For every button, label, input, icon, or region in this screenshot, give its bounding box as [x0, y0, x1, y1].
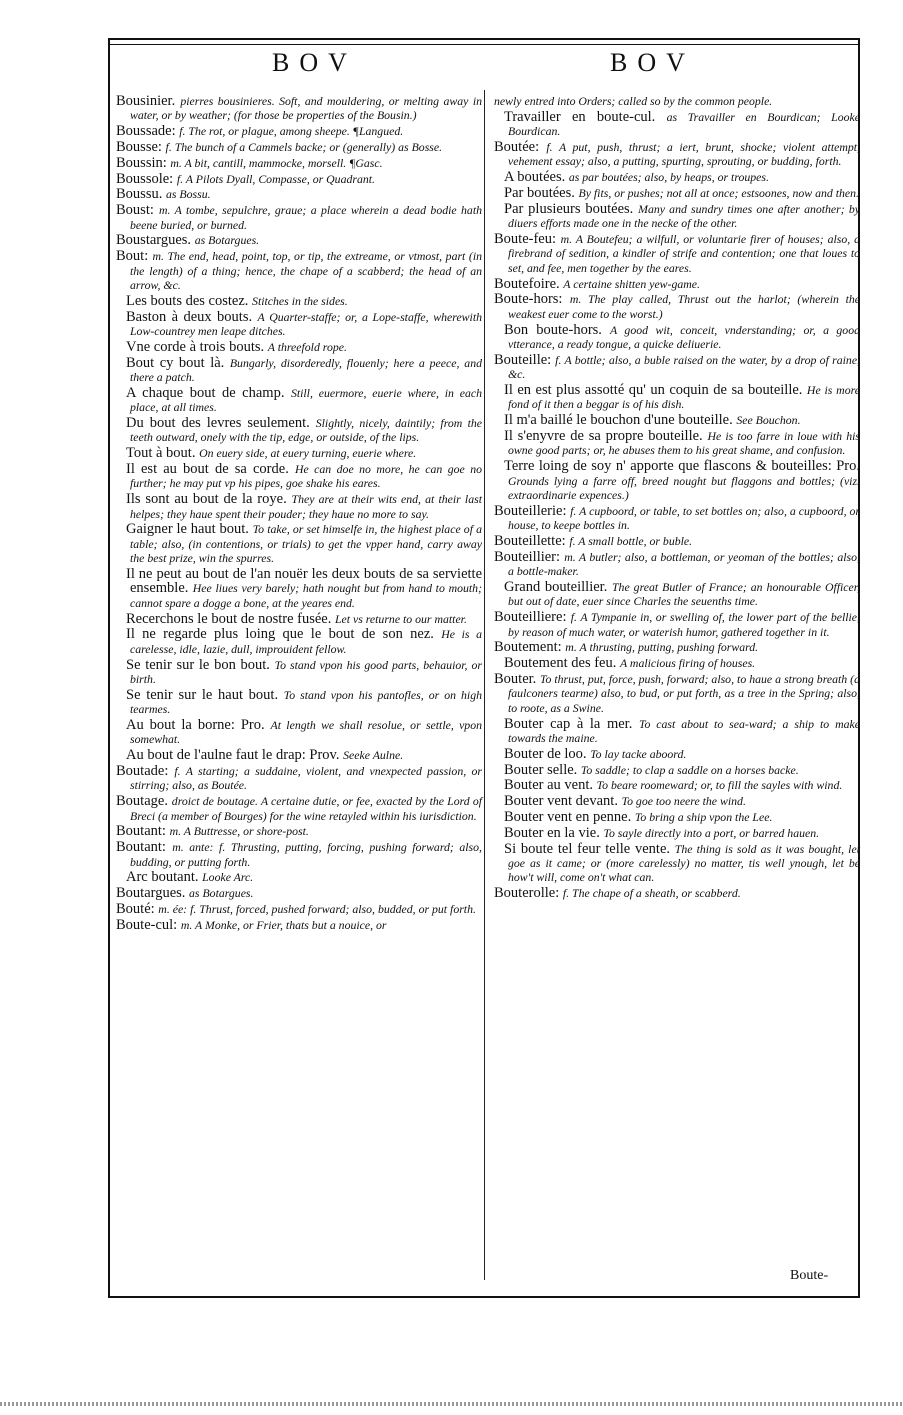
entry-definition: He is a carelesse, idle, lazie, dull, improuident fellow. [130, 627, 483, 656]
entry-headword: Boussade: [116, 123, 180, 140]
dictionary-entry [494, 292, 860, 321]
entry-definition: To sayle directly into a port, or barred hauen. [603, 825, 820, 840]
entry-definition: f. The chape of a sheath, or scabberd. [562, 886, 741, 901]
entry-headword: A chaque bout de champ. [126, 384, 291, 401]
entry-definition: To lay tacke aboord. [590, 746, 687, 761]
entry-definition: Stitches in the sides. [252, 293, 348, 308]
entry-definition: m. A Boutefeu; a wilfull, or voluntarie firer of houses; also, a firebrand of sedition, a kindler of strife and contention; one that loues to set, and fee, men together by the eares. [508, 232, 861, 275]
entry-definition: m. A butler; also, a bottleman, or yeoman of the bottles; also, a bottle-maker. [508, 549, 860, 579]
dictionary-entry [494, 610, 860, 639]
entry-headword: Boutefoire. [494, 275, 564, 292]
dictionary-entry [494, 763, 860, 777]
entry-headword: Bousse: [116, 139, 166, 155]
entry-definition: The thing is sold as it was bought, let goe as it came; or (more carelessly) no matter, tis well ynough, let be how't will, come on't what can. [508, 841, 860, 885]
entry-definition: A malicious firing of houses. [619, 656, 756, 671]
dictionary-entry [494, 656, 860, 670]
entry-headword: Bout cy bout là. [126, 354, 230, 371]
entry-headword: Bouter vent en penne. [504, 809, 635, 826]
entry-definition: pierres bousinieres. Soft, and mouldering, or melting away in water, or by weather; (for those be properties of the Bousin.) [130, 94, 482, 123]
entry-definition: A certaine shitten yew-game. [563, 276, 700, 291]
entry-definition: f. The rot, or plague, among sheepe. ¶Langued. [179, 124, 404, 139]
entry-definition: They are at their wits end, at their last helpes; they haue spent their pouder; they haue no more to say. [130, 492, 482, 521]
dictionary-entry [116, 612, 482, 626]
entry-headword: Bouterolle: [494, 885, 563, 902]
entry-definition: as Travailler en Bourdican; Looke Bourdican. [508, 109, 860, 139]
dictionary-entry [116, 688, 482, 717]
entry-headword: Boutant: [116, 823, 170, 840]
entry-headword: Se tenir sur le bon bout. [126, 656, 275, 673]
entry-definition: f. A Pilots Dyall, Compasse, or Quadrant. [176, 171, 375, 186]
entry-definition: newly entred into Orders; called so by the common people. [494, 94, 773, 108]
entry-headword: Boustargues. [116, 232, 195, 249]
entry-definition: He is too farre in loue with his owne good parts; or, he abuses them to his great shame, and confusion. [508, 429, 860, 458]
running-head-left: BOV [272, 48, 357, 77]
entry-definition: Grounds lying a farre off, breed nought but flaggons and bottles; (viz. extraordinarie expences.) [508, 473, 860, 503]
entry-definition: f. A small bottle, or buble. [569, 534, 693, 549]
entry-definition: m. A thrusting, putting, pushing forward. [565, 640, 759, 655]
entry-definition: See Bouchon. [736, 413, 801, 428]
dictionary-entry [494, 140, 860, 169]
entry-headword: Bouteillerie: [494, 502, 571, 519]
entry-headword: Bouter au vent. [504, 777, 597, 794]
entry-definition: Many and sundry times one after another; by diuers efforts made one in the necke of the other. [508, 201, 860, 231]
entry-definition: To saddle; to clap a saddle on a horses backe. [580, 762, 799, 777]
dictionary-entry [116, 567, 482, 610]
dictionary-entry [116, 870, 482, 884]
dictionary-entry [116, 156, 482, 170]
entry-headword: Boust: [116, 202, 159, 219]
dictionary-entry [494, 747, 860, 761]
dictionary-entry [494, 842, 860, 885]
entry-headword: A boutées. [504, 169, 569, 186]
entry-headword: Bout: [116, 248, 153, 265]
entry-definition: A good wit, conceit, vnderstanding; or, a good vtterance, a ready tongue, a quicke deliuerie. [508, 322, 860, 352]
entry-headword: Gaigner le haut bout. [126, 521, 253, 538]
entry-headword: Bouter. [494, 671, 540, 688]
entry-headword: Recerchons le bout de nostre fusée. [126, 610, 335, 627]
entry-definition: m. The end, head, point, top, or tip, the extreame, or vtmost, part (in the length) of a thing; hence, the chape of a scabberd; the head of an arrow, &c. [130, 249, 482, 292]
dictionary-entry [494, 383, 860, 412]
entry-definition: On euery side, at euery turning, euerie where. [199, 446, 417, 461]
dictionary-entry [494, 826, 860, 840]
dictionary-entry [494, 353, 860, 382]
entry-headword: Boussin: [116, 154, 171, 171]
dictionary-entry [494, 504, 860, 533]
dictionary-entry [116, 492, 482, 521]
entry-definition: The great Butler of France; an honourable Officer, but out of date, euer since Charles the seuenths time. [508, 580, 860, 609]
dictionary-entry [494, 277, 860, 291]
entry-definition: Bungarly, disorderedly, flouenly; here a peece, and there a patch. [130, 355, 482, 384]
dictionary-entry [116, 794, 482, 823]
dictionary-entry [116, 764, 482, 793]
dictionary-entry [494, 534, 860, 548]
entry-definition: as par boutées; also, by heaps, or troupes. [568, 170, 769, 185]
dictionary-entry [116, 824, 482, 838]
entry-definition: Slightly, nicely, daintily; from the teeth outward, onely with the tip, edge, or outside, of the lips. [130, 416, 482, 445]
dictionary-entry [494, 232, 860, 275]
dictionary-entry [116, 203, 482, 232]
dictionary-entry [116, 233, 482, 247]
entry-definition: To beare roomeward; or, to fill the sayles with wind. [596, 778, 843, 793]
entry-definition: A Quarter-staffe; or, a Lope-staffe, wherewith Low-countrey men leape ditches. [130, 309, 483, 338]
entry-definition: m. A tombe, sepulchre, graue; a place wherein a dead bodie hath beene buried, or burned. [130, 203, 482, 232]
dictionary-entry [116, 386, 482, 415]
entry-headword: Il en est plus assotté qu' un coquin de sa bouteille. [504, 382, 807, 399]
entry-headword: Bouté: [116, 901, 159, 918]
dictionary-entry [494, 550, 860, 579]
entry-definition: Still, euermore, euerie where, in each place, at all times. [130, 385, 482, 415]
entry-headword: Bouteilliere: [494, 609, 571, 626]
entry-headword: Boute-cul: [116, 916, 181, 933]
entry-headword: Se tenir sur le haut bout. [126, 686, 284, 703]
entry-headword: Par boutées. [504, 185, 579, 201]
scan-edge [0, 1402, 903, 1406]
dictionary-entry [116, 918, 482, 932]
entry-headword: Il m'a baillé le bouchon d'une bouteille. [504, 412, 737, 429]
entry-definition: Seeke Aulne. [343, 748, 404, 763]
entry-definition: f. A put, push, thrust; a iert, brunt, shocke; violent attempt, vehement essay; also, a putting, spurting, sprouting, or budding, forth. [508, 140, 860, 169]
entry-headword: Boute-feu: [494, 231, 561, 247]
dictionary-entry [116, 462, 482, 491]
dictionary-entry [116, 416, 482, 445]
entry-definition: By fits, or pushes; not all at once; estsoones, now and then. [578, 186, 859, 200]
dictionary-entry [494, 323, 860, 352]
entry-definition: A threefold rope. [267, 339, 347, 354]
entry-definition: m. A bit, cantill, mammocke, morsell. ¶Gasc. [170, 155, 383, 170]
entry-headword: Boute-hors: [494, 291, 570, 308]
entry-headword: Bouteille: [494, 351, 556, 368]
entry-headword: Grand bouteillier. [504, 579, 612, 596]
entry-headword: Bouter cap à la mer. [504, 715, 639, 732]
entry-definition: Let vs returne to our matter. [334, 611, 467, 626]
column-divider [484, 90, 485, 1280]
entry-definition: f. A bottle; also, a buble raised on the water, by a drop of raine, &c. [508, 352, 861, 382]
entry-headword: Travailler en boute-cul. [504, 108, 667, 125]
dictionary-entry [494, 110, 860, 139]
entry-definition: To thrust, put, force, push, forward; also, to haue a strong breath (a faulconers tearme) also, to bud, or put forth, as a tree in the Spring; also, to roote, as a Swine. [508, 672, 860, 715]
entry-headword: Tout à bout. [126, 445, 200, 462]
entry-headword: Arc boutant. [126, 869, 203, 886]
entry-headword: Bouter selle. [504, 761, 581, 778]
entry-headword: Il ne peut au bout de l'an nouër les deux bouts de sa serviette ensemble. [126, 566, 482, 597]
entry-headword: Du bout des levres seulement. [126, 415, 316, 431]
dictionary-entry [116, 310, 482, 339]
catchword: Boute- [790, 1268, 829, 1283]
dictionary-entry [116, 902, 482, 916]
entry-definition: He is more fond of it then a beggar is of his dish. [508, 383, 860, 412]
dictionary-entry [494, 580, 860, 609]
entry-headword: Bouteillier: [494, 548, 565, 565]
entry-definition: m. ante: f. Thrusting, putting, forcing, pushing forward; also, budding, or putting forth. [130, 840, 482, 869]
dictionary-entry [494, 717, 860, 746]
entry-headword: Bon boute-hors. [504, 321, 611, 338]
entry-definition: as Botargues. [189, 886, 254, 901]
entry-definition: To stand vpon his pantofles, or on high tearmes. [130, 687, 482, 717]
entry-definition: f. A cupboord, or table, to set bottles on; also, a cupboord, or house, to keepe bottles in. [508, 503, 860, 533]
entry-headword: Au bout la borne: Pro. [126, 717, 271, 734]
entry-definition: f. A Tympanie in, or swelling of, the lower part of the bellie, by reason of much water, or waterish humor, gathered together in it. [508, 610, 860, 639]
dictionary-entry [494, 202, 860, 231]
entry-headword: Boutée: [494, 139, 547, 155]
entry-definition: He can doe no more, he can goe no further; he may put vp his pipes, goe shake his eares. [130, 462, 482, 491]
entry-headword: Boutargues. [116, 885, 190, 902]
entry-definition: To goe too neere the wind. [621, 794, 746, 809]
entry-headword: Bouteillette: [494, 533, 570, 550]
dictionary-entry [116, 140, 482, 154]
entry-headword: Baston à deux bouts. [126, 308, 258, 325]
dictionary-entry [116, 172, 482, 186]
entry-headword: Il s'enyvre de sa propre bouteille. [504, 428, 708, 445]
dictionary-entry [494, 459, 860, 502]
entry-definition: m. The play called, Thrust out the harlot; (wherein the weakest euer come to the worst.) [508, 292, 860, 321]
dictionary-entry [494, 413, 860, 427]
dictionary-entry [494, 429, 860, 458]
left-column [116, 94, 482, 934]
dictionary-entry [116, 718, 482, 747]
running-head-right: BOV [610, 48, 695, 77]
entry-headword: Boutage. [116, 793, 172, 810]
entry-headword: Boussu. [116, 186, 166, 203]
entry-headword: Il ne regarde plus loing que le bout de son nez. [126, 626, 442, 643]
entry-headword: Boutement: [494, 639, 566, 656]
entry-definition: f. The bunch of a Cammels backe; or (generally) as Bosse. [165, 140, 443, 154]
entry-definition: To bring a ship vpon the Lee. [634, 810, 773, 825]
dictionary-entry [494, 810, 860, 824]
dictionary-entry [116, 840, 482, 869]
dictionary-entry [494, 170, 860, 184]
dictionary-entry [116, 886, 482, 900]
entry-definition: Hee liues very barely; hath nought but from hand to mouth; cannot spare a dogge a bone, at the yeares end. [130, 581, 482, 610]
dictionary-entry [494, 186, 860, 200]
dictionary-entry [494, 778, 860, 792]
entry-definition: To take, or set himselfe in, the highest place of a table; also, (in contentions, or trials) to get the vpper hand, carry away the best prize, win the spurres. [130, 522, 482, 566]
entry-headword: Par plusieurs boutées. [504, 200, 639, 217]
dictionary-entry [494, 640, 860, 654]
dictionary-entry [116, 340, 482, 354]
entry-definition: droict de boutage. A certaine dutie, or fee, exacted by the Lord of Breci (a member of Bourges) for the wine retayled within his iurisdiction. [130, 794, 482, 823]
entry-headword: Bouter en la vie. [504, 824, 604, 841]
dictionary-entry [116, 627, 482, 656]
dictionary-entry [494, 886, 860, 900]
entry-definition: At length we shall resolue, or settle, vpon somewhat. [130, 718, 483, 747]
dictionary-entry [116, 187, 482, 201]
entry-headword: Au bout de l'aulne faut le drap: Prov. [126, 747, 344, 764]
entry-headword: Boutade: [116, 763, 175, 780]
dictionary-entry [494, 794, 860, 808]
dictionary-entry [116, 522, 482, 565]
dictionary-entry [116, 94, 482, 123]
entry-definition: m. ée: f. Thrust, forced, pushed forward; also, budded, or put forth. [158, 902, 476, 917]
entry-definition: Looke Arc. [202, 870, 254, 885]
entry-definition: as Bossu. [165, 187, 211, 202]
entry-headword: Si boute tel feur telle vente. [504, 840, 675, 857]
entry-definition: as Botargues. [194, 233, 260, 248]
dictionary-entry [116, 124, 482, 138]
entry-headword: Bousinier. [116, 93, 181, 109]
entry-definition: To cast about to sea-ward; a ship to make towards the maine. [508, 716, 860, 746]
entry-definition: m. A Monke, or Frier, thats but a nouice, or [180, 917, 387, 932]
entry-definition: m. A Buttresse, or shore-post. [169, 824, 309, 839]
dictionary-entry [116, 356, 482, 385]
dictionary-entry [116, 446, 482, 460]
entry-headword: Vne corde à trois bouts. [126, 338, 268, 355]
entry-definition: To stand vpon his good parts, behauior, or birth. [130, 657, 482, 687]
dictionary-entry [116, 294, 482, 308]
entry-headword: Il est au bout de sa corde. [126, 461, 295, 477]
entry-headword: Bouter de loo. [504, 745, 591, 762]
entry-definition: f. A starting; a suddaine, violent, and vnexpected passion, or stirring; also, as Boutée. [130, 764, 482, 793]
entry-headword: Bouter vent devant. [504, 793, 622, 810]
dictionary-entry [116, 748, 482, 762]
entry-headword: Boussole: [116, 170, 177, 187]
entry-headword: Les bouts des costez. [126, 292, 253, 309]
right-column [494, 94, 860, 902]
dictionary-entry [116, 249, 482, 292]
entry-headword: Terre loing de soy n' apporte que flascons & bouteilles: Pro. [504, 458, 860, 475]
dictionary-entry [494, 94, 860, 108]
entry-headword: Boutant: [116, 839, 173, 856]
dictionary-entry [116, 658, 482, 687]
frame-rule [108, 44, 860, 45]
entry-headword: Boutement des feu. [504, 655, 620, 672]
entry-headword: Ils sont au bout de la roye. [126, 491, 292, 508]
dictionary-entry [494, 672, 860, 715]
